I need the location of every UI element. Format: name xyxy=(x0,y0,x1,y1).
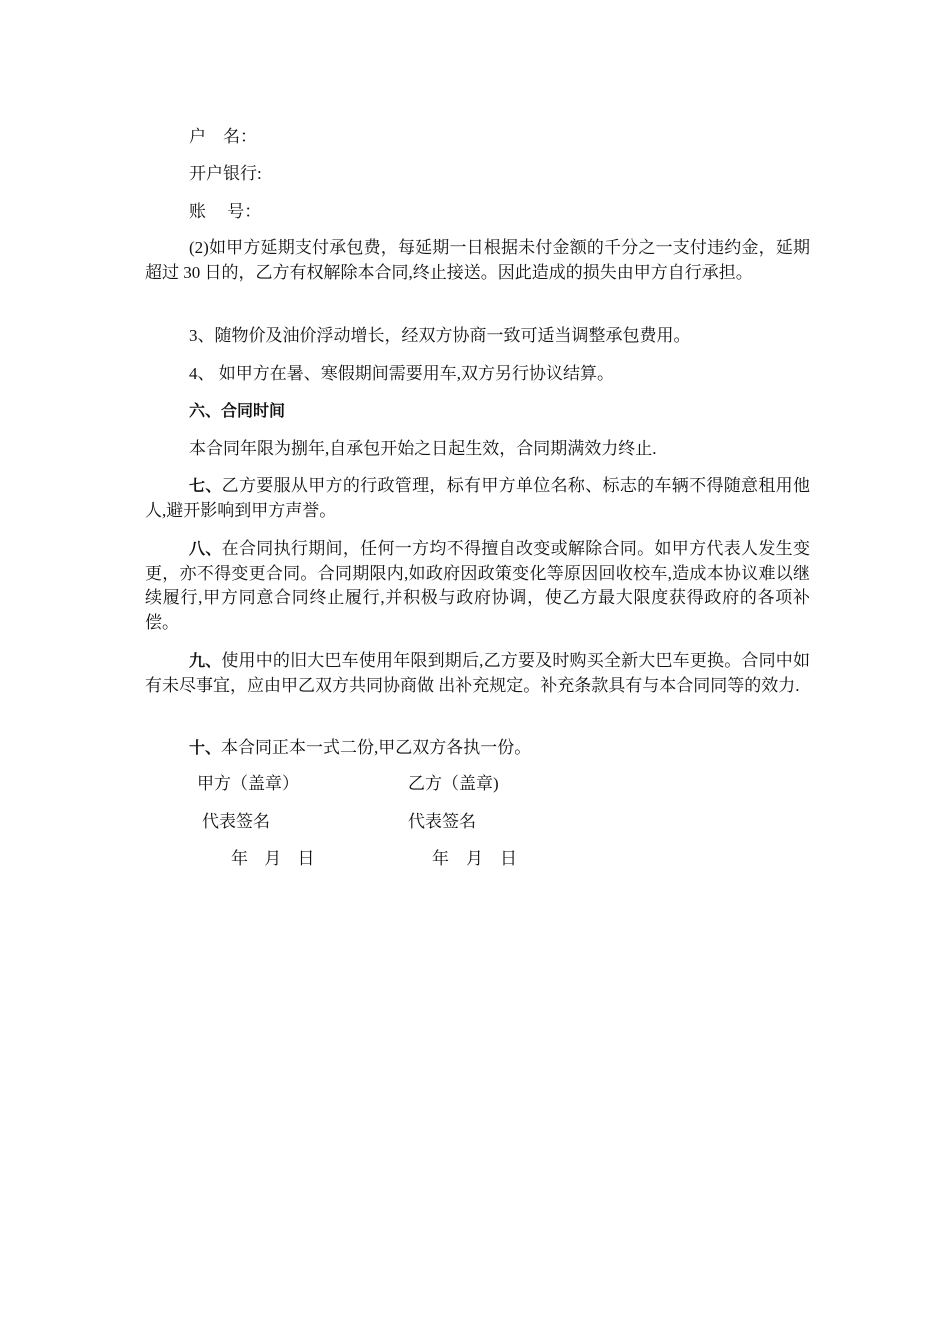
section-seven-body: 乙方要服从甲方的行政管理，标有甲方单位名称、标志的车辆不得随意租用他人,避开影响到甲方声誉。 xyxy=(145,476,810,520)
section-nine-body: 使用中的旧大巴车使用年限到期后,乙方要及时购买全新大巴车更换。合同中如有未尽事宜，应由甲乙双方共同协商做 出补充规定。补充条款具有与本合同同等的效力. xyxy=(145,651,810,695)
section-ten-lead: 十、 xyxy=(189,738,222,757)
party-b-date: 年 月 日 xyxy=(432,849,517,868)
section-six-heading: 六、合同时间 xyxy=(189,401,286,420)
party-a-date: 年 月 日 xyxy=(231,849,321,868)
section-ten xyxy=(145,735,810,760)
section-eight-body: 在合同执行期间，任何一方均不得擅自改变或解除合同。如甲方代表人发生变更，亦不得变更合同。合同期限内,如政府因政策变化等原因回收校车,造成本协议难以继续履行,甲方同意合同终止履行,并积极与政府协调，使乙方最大限度获得政府的各项补偿。 xyxy=(145,539,810,632)
account-number-line: 账 号： xyxy=(189,202,262,221)
clause-holiday-use: 4、 如甲方在暑、寒假期间需要用车,双方另行协议结算。 xyxy=(189,364,614,383)
party-a-representative-label: 代表签名 xyxy=(202,812,270,831)
section-eight xyxy=(145,537,810,635)
section-six-body: 本合同年限为捌年,自承包开始之日起生效，合同期满效力终止. xyxy=(189,439,657,458)
party-b-representative-label: 代表签名 xyxy=(408,812,476,831)
section-seven xyxy=(145,474,810,523)
section-eight-lead: 八、 xyxy=(189,539,222,558)
clause-fee-adjustment: 3、随物价及油价浮动增长，经双方协商一致可适当调整承包费用。 xyxy=(189,326,691,345)
party-a-seal-label: 甲方（盖章） xyxy=(197,774,299,793)
party-b-seal-label: 乙方（盖章) xyxy=(408,774,499,793)
section-seven-lead: 七、 xyxy=(189,476,222,495)
bank-name-line: 开户银行: xyxy=(189,164,262,183)
account-name-line: 户 名： xyxy=(189,127,257,146)
section-nine xyxy=(145,649,810,698)
section-ten-body: 本合同正本一式二份,甲乙双方各执一份。 xyxy=(221,738,532,757)
section-nine-lead: 九、 xyxy=(189,651,222,670)
clause-late-payment: (2)如甲方延期支付承包费，每延期一日根据未付金额的千分之一支付违约金，延期超过 30 日的，乙方有权解除本合同,终止接送。因此造成的损失由甲方自行承担。 xyxy=(145,238,810,282)
